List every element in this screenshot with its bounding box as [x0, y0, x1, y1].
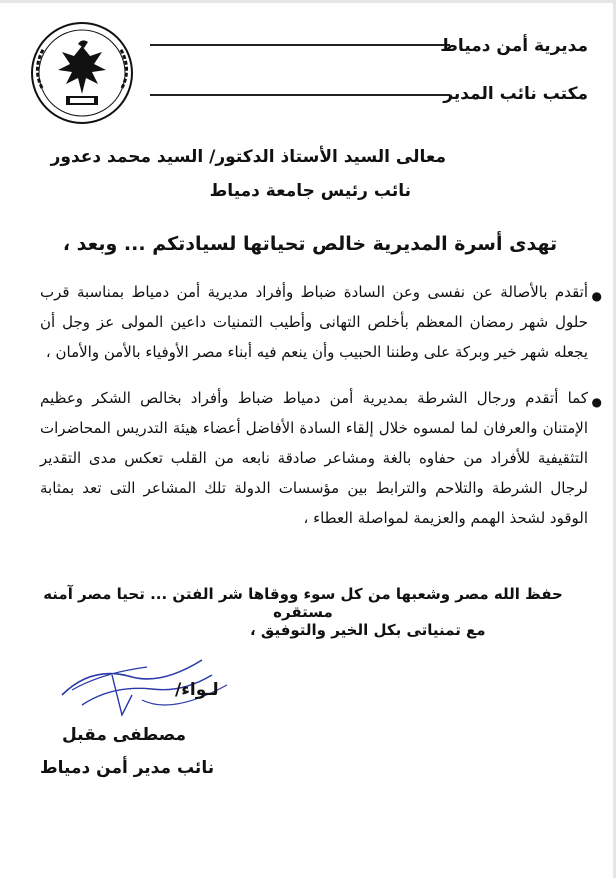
office-name: مكتب نائب المدير	[443, 84, 588, 104]
police-emblem-icon	[22, 18, 142, 128]
paragraph-2-text: كما أتقدم ورجال الشرطة بمديرية أمن دمياط ضباط وأفراد بخالص الشكر وعظيم الإمتنان والعرفان لما لمسوه خلال إلقاء السادة الأفاضل أعضاء هيئة التدريس المحاضرات التثقيفية للأفراد من حفاوه بالغة ومشاعر صادقة نابعه من القلب تعكس مدى التقدير لرجال الشرطة والتلاحم والترابط بين مؤسسات الدولة تلك المشاعر التى تعد بمثابة الوقود لشحذ الهمم والعزيمة لمواصلة العطاء ،	[40, 389, 588, 527]
closing-line-1: حفظ الله مصر وشعبها من كل سوء ووقاها شر الفتن ... تحيا مصر آمنه مستقره	[43, 585, 563, 621]
paragraph-2	[40, 383, 602, 533]
addressee-name: معالى السيد الأستاذ الدكتور/ السيد محمد دعدور	[50, 147, 446, 167]
paragraph-1-text: أتقدم بالأصالة عن نفسى وعن السادة ضباط وأفراد مديرية أمن دمياط بمناسبة قرب حلول شهر رمضان المعظم بأخلص التهانى وأطيب التمنيات داعين المولى عز وجل أن يجعله شهر خير وبركة على وطننا الحبيب وأن ينعم فيه أبناء مصر الأوفياء بالأمن والأمان ،	[40, 283, 588, 361]
signatory-role: نائب مدير أمن دمياط	[40, 758, 215, 778]
closing-line-2: مع تمنياتى بكل الخير والتوفيق ،	[250, 621, 486, 639]
organization-name: مديرية أمن دمياط	[440, 36, 588, 56]
bullet-icon: ●	[591, 289, 602, 303]
bullet-icon: ●	[591, 395, 602, 409]
signatory-name: مصطفى مقبل	[62, 725, 187, 745]
handwritten-signature-icon	[52, 655, 252, 735]
greeting-line: تهدى أسرة المديرية خالص تحياتها لسيادتكم ... وبعد ،	[62, 233, 558, 255]
header-rule-top	[150, 44, 450, 46]
scan-border-top	[0, 0, 616, 3]
paragraph-1	[40, 277, 602, 367]
header-rule-bottom	[150, 94, 450, 96]
addressee-title: نائب رئيس جامعة دمياط	[209, 181, 411, 201]
signatory-rank: لـواء/	[175, 680, 219, 700]
